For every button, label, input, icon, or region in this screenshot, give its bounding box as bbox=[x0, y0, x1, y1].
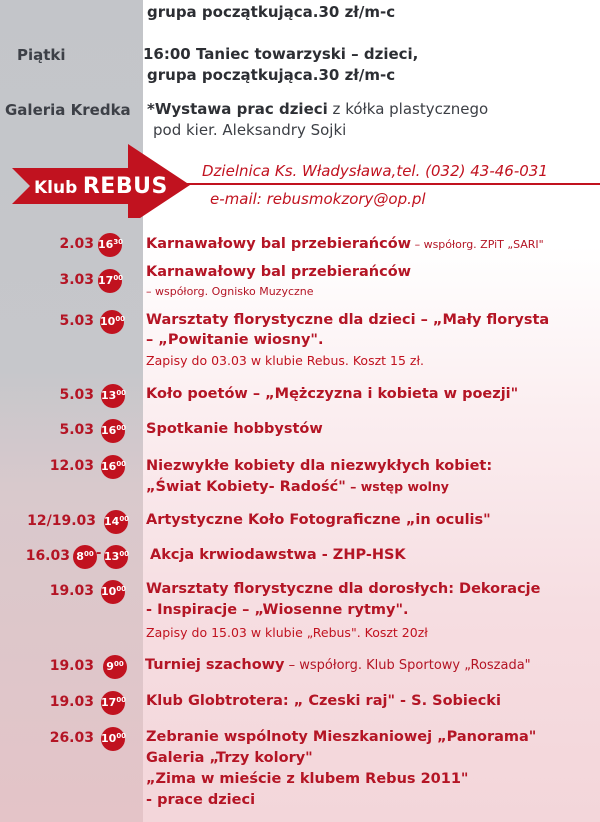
klub-email: e-mail: rebusmokzory@op.pl bbox=[210, 190, 426, 208]
time-badge: $17^{00}$ bbox=[98, 269, 122, 293]
event-date: 19.03 bbox=[49, 658, 94, 674]
time-badge: $16^{00}$ bbox=[101, 455, 125, 479]
event-note: Zapisy do 03.03 w klubie Rebus. Koszt 15 zł. bbox=[146, 353, 424, 368]
event-title-line-2: Galeria „Trzy kolory" bbox=[146, 750, 313, 766]
event-title: Akcja krwiodawstwa - ZHP-HSK bbox=[150, 547, 406, 563]
galeria-bold: *Wystawa prac dzieci bbox=[147, 100, 328, 118]
galeria-rest: z kółka plastycznego bbox=[327, 100, 489, 118]
time-badge: $10^{00}$ bbox=[101, 580, 125, 604]
event-date: 19.03 bbox=[49, 694, 94, 710]
event-title: Niezwykłe kobiety dla niezwykłych kobiet: bbox=[146, 458, 493, 474]
event-title: Karnawałowy bal przebierańców bbox=[146, 264, 412, 280]
event-date: 16.03 bbox=[25, 548, 70, 564]
event-title: Warsztaty florystyczne dla dzieci – „Mały florysta bbox=[146, 312, 550, 328]
klub-address: Dzielnica Ks. Władysława,tel. (032) 43-46-031 bbox=[202, 162, 548, 180]
event-title: Turniej szachowy – współorg. Klub Sportowy „Roszada" bbox=[145, 657, 531, 673]
event-date: 2.03 bbox=[59, 236, 94, 252]
event-title-line-3: „Zima w mieście z klubem Rebus 2011" bbox=[146, 771, 469, 787]
event-title-line-2: „Świat Kobiety- Radość" – wstęp wolny bbox=[146, 479, 449, 495]
time-badge: $16^{30}$ bbox=[98, 233, 122, 257]
piatki-line-2: grupa początkująca.30 zł/m-c bbox=[147, 66, 396, 84]
event-title: Koło poetów – „Mężczyzna i kobieta w poezji" bbox=[146, 386, 519, 402]
time-dash: - bbox=[96, 546, 102, 561]
event-title: Karnawałowy bal przebierańców – współorg. ZPiT „SARI" bbox=[146, 236, 544, 252]
event-title-line-2: – „Powitanie wiosny". bbox=[146, 332, 324, 348]
event-title: Spotkanie hobbystów bbox=[146, 421, 323, 437]
event-date: 5.03 bbox=[59, 422, 94, 438]
galeria-line-2: pod kier. Aleksandry Sojki bbox=[153, 121, 347, 139]
event-title: Klub Globtrotera: „ Czeski raj" - S. Sobiecki bbox=[146, 693, 501, 709]
event-title-line-4: - prace dzieci bbox=[146, 792, 256, 808]
event-date: 5.03 bbox=[59, 313, 94, 329]
time-badge: $16^{00}$ bbox=[101, 419, 125, 443]
time-badge: $10^{00}$ bbox=[100, 310, 124, 334]
event-title: Warsztaty florystyczne dla dorosłych: Dekoracje bbox=[146, 581, 541, 597]
time-badge: $14^{00}$ bbox=[104, 510, 128, 534]
event-date: 19.03 bbox=[49, 583, 94, 599]
event-date: 5.03 bbox=[59, 387, 94, 403]
time-badge: $9^{00}$ bbox=[103, 655, 127, 679]
event-subtitle: – współorg. Ognisko Muzyczne bbox=[146, 285, 314, 298]
time-badge: $8^{00}$ bbox=[73, 545, 97, 569]
event-date: 3.03 bbox=[59, 272, 94, 288]
time-badge: $10^{00}$ bbox=[101, 727, 125, 751]
time-badge: $13^{00}$ bbox=[101, 384, 125, 408]
rebus-word: REBUS bbox=[82, 174, 168, 199]
piatki-line-1: 16:00 Taniec towarzyski – dzieci, bbox=[143, 45, 419, 63]
galeria-line-1 bbox=[147, 100, 488, 118]
galeria-label: Galeria Kredka bbox=[5, 101, 131, 119]
event-date: 12/19.03 bbox=[27, 513, 96, 529]
event-title: Zebranie wspólnoty Mieszkaniowej „Panorama" bbox=[146, 729, 537, 745]
schedule-line: grupa początkująca.30 zł/m-c bbox=[147, 3, 396, 21]
event-title-line-2: - Inspiracje – „Wiosenne rytmy". bbox=[146, 602, 409, 618]
event-note: Zapisy do 15.03 w klubie „Rebus". Koszt 20zł bbox=[146, 625, 428, 640]
klub-rebus-label bbox=[34, 174, 168, 199]
klub-word: Klub bbox=[34, 178, 78, 198]
time-badge: $17^{00}$ bbox=[101, 691, 125, 715]
event-date: 12.03 bbox=[49, 458, 94, 474]
piatki-label: Piątki bbox=[17, 46, 66, 64]
event-date: 26.03 bbox=[49, 730, 94, 746]
event-title: Artystyczne Koło Fotograficzne „in oculis" bbox=[146, 512, 491, 528]
time-badge-2: $13^{00}$ bbox=[104, 545, 128, 569]
